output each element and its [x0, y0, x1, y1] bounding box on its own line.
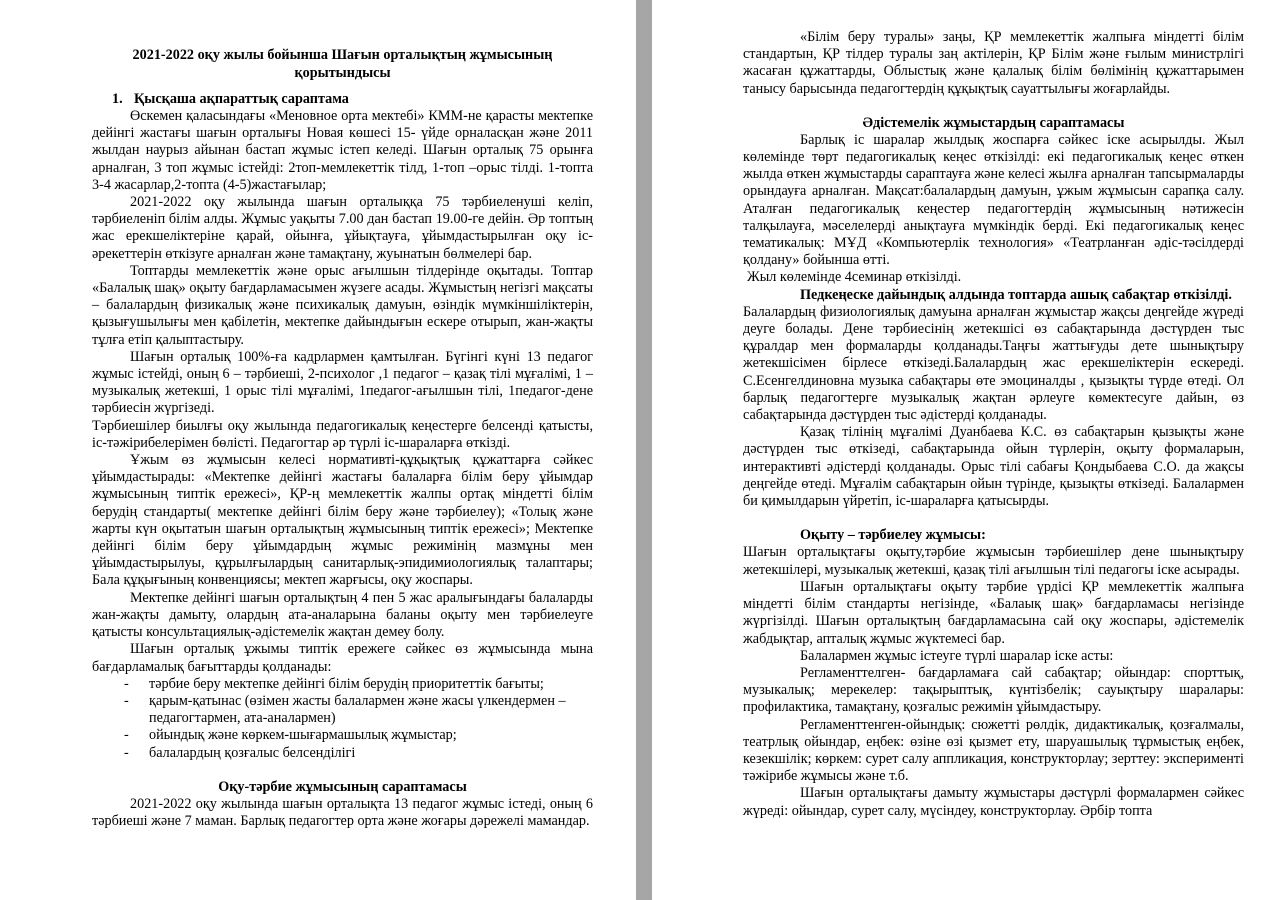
- list-item: - балалардың қозғалыс белсенділігі: [134, 745, 593, 762]
- paragraph: Жыл көлемінде 4семинар өткізілді.: [747, 269, 962, 286]
- section-heading-open-lessons: Педкеңеске дайындық алдында топтарда ашық сабақтар өткізілді.: [800, 286, 1232, 303]
- paragraph: Өскемен қаласындағы «Меновное орта мектебі» КММ-не қарасты мектепке дейінгі жастағы шағын орталығы Новая көшесі 15- үйде орналасқан және 2011 жылдан наурыз айынан бастап жұмыс істеп келеді. Шағын орталық 75 орынға арналған, 3 топ жұмыс істейді: 2топ-мемлекеттік тілд, 1-топ –орыс тілді. 1-топта 3-4 жасарлар,2-топта (4-5)жастағылар;: [92, 108, 593, 193]
- paragraph: Регламенттелген- бағдарламаға сай сабақтар; ойындар: спорттық, музыкалық; мерекелер: тақырыптық, күнтізбелік; сауықтыру шаралары: профилактика, тамақтану, қозғалыс режимін ұйымдастыру.: [743, 664, 1244, 716]
- section-heading-methodical: Әдістемелік жұмыстардың сараптамасы: [862, 114, 1125, 131]
- paragraph: Шағын орталықтағы оқыту тәрбие үрдісі ҚР мемлекеттік жалпыға міндетті білім стандарты негізінде, «Балаық шақ» бағдарламасы негізінде жүргізілді. Шағын орталықтың бағдарламасына сай оқу жоспары, әдістемелік жабдықтар, апталық жұмыс жүктемесі бар.: [743, 578, 1244, 647]
- section-number: 1.: [112, 91, 123, 107]
- paragraph: 2021-2022 оқу жылында шағын орталыққа 75 тәрбиеленуші келіп, тәрбиеленіп білім алды. Жұмыс уақыты 7.00 дан бастап 19.00-ге дейін. Әр топтың жас ерекшеліктеріне қарай, ойынға, ұйықтауға, ұйымдастырылған оқу іс-әрекеттерін өткізуге арналған және тамақтану, жуынатын бөлмелері бар.: [92, 194, 593, 262]
- paragraph: Шағын орталықтағы оқыту,тәрбие жұмысын тәрбиешілер дене шынықтыру жетекшілері, музыкалық жетекші, қазақ тілі ағылшын тілі педагогы іске асырады.: [743, 544, 1244, 578]
- paragraph: Шағын орталықтағы дамыту жұмыстары дәстүрлі формалармен сәйкес жүреді: ойындар, сурет салу, мүсіндеу, конструкторлау. Әрбір топта: [743, 785, 1244, 819]
- document-title: 2021-2022 оқу жылы бойынша Шағын орталықтың жұмысының қорытындысы: [132, 47, 553, 81]
- list-item: - қарым-қатынас (өзімен жасты балалармен және жасы үлкендермен – педагогтармен, ата-аналармен): [134, 693, 593, 727]
- paragraph: «Білім беру туралы» заңы, ҚР мемлекеттік жалпыға міндетті білім стандартын, ҚР тілдер туралы заң актілерін, ҚР Білім және ғылым министрлігі жасаған құжаттарды, Облыстық және қалалық білім бөлімінің құжаттарымен танысу барысында педагогтердің құқықтық сауаттылығы жоғарлайды.: [743, 29, 1244, 97]
- section-heading-teaching-analysis: Оқу-тәрбие жұмысының сараптамасы: [218, 778, 467, 795]
- section-heading-teaching: Оқыту – тәрбиелеу жұмысы:: [800, 527, 986, 544]
- paragraph: Ұжым өз жұмысын келесі нормативті-құқықтық құжаттарға сәйкес ұйымдастырады: «Мектепке дейінгі жастағы балаларға білім беру ұйымдар жұмысының типтік ережесі», ҚР-ң мемлекеттік жалпы ортақ міндетті білім берудің стандарты( мектепке дейінгі білім беру және тәрбиелеу); «Толық және жарты күн оқытатын шағын орталықтың жұмысының типтік ережесі»; Мектепке дейінгі білім беру ұйымдардың жұмыс режимінің мазмұны мен ұйымдастырылуы, құрылғылардың санитарлық-эпидимиологиялық талаптары; Бала құқығының конвенциясы; мектеп жарғысы, оқу жоспары.: [92, 452, 593, 589]
- list-item: - ойындық және көркем-шығармашылық жұмыстар;: [134, 727, 593, 744]
- document-page-right: [652, 0, 1287, 900]
- paragraph: Шағын орталық ұжымы типтік ережеге сәйкес өз жұмысында мына бағдарламалық бағыттарды қолданады:: [92, 641, 593, 675]
- document-page-left: [0, 0, 636, 900]
- paragraph: Шағын орталық 100%-ға кадрлармен қамтылған. Бүгінгі күні 13 педагог жұмыс істейді, оның 6 – тәрбиеші, 2-психолог ,1 педагог – қазақ тілі мұғалімі, 1 – музыкалық жетекші, 1 орыс тілі мұғалімі, 1педагог-ағылшын тілі, 1педагог-дене тәрбиесін жүргізеді.: [92, 348, 593, 417]
- paragraph: Қазақ тілінің мұғалімі Дуанбаева К.С. өз сабақтарын қызықты және дәстүрден тыс өткізеді, сабақтарында ойын түрлерін, оқыту формаларын, интерактивті әдістерді қолданады. Орыс тілі сабағы Қондыбаева С.О. да жақсы деңгейде өтеді. Мұғалім сабақтарын ойын түрінде, қызықты өткізеді. Балалармен би қимылдарын үйретіп, іс-шараларға қатысырды.: [743, 424, 1244, 510]
- list-item: - тәрбие беру мектепке дейінгі білім берудің приоритеттік бағыты;: [134, 676, 593, 693]
- paragraph: Тәрбиешілер биылғы оқу жылында педагогикалық кеңестерге белсенді қатысты, іс-тәжірибелерімен бөлісті. Педагогтар әр түрлі іс-шараларға өткізді.: [92, 417, 593, 451]
- paragraph: 2021-2022 оқу жылында шағын орталықта 13 педагог жұмыс істеді, оның 6 тәрбиеші және 7 маман. Барлық педагогтер орта және жоғары дәрежелі мамандар.: [92, 795, 593, 829]
- paragraph: Балалардың физиологиялық дамуына арналған жұмыстар жақсы деңгейде жүреді деуге болады. Дене тәрбиесінің жетекшісі өз сабақтарында дәстүрден тыс құралдар мен формаларды қолданады.Таңғы жаттығуды дете шынықтыру жетекшісімен бірлесе өткізеді.Балалардың жас ерекшеліктерін ескереді. С.Есенгелдиновна музыка сабақтары өте эмоциналды , қызықты түрде өтеді. Ол барлық педагогтерге музыкалық жақтан әрлеуге көмектесуге дайын, өз сабақтарында дәстүрден тыс әдістерді қолданады.: [743, 303, 1244, 424]
- page-gap: [636, 0, 652, 900]
- section-heading-text: Қысқаша ақпараттық сараптама: [134, 91, 349, 107]
- paragraph: Топтарды мемлекеттік және орыс ағылшын тілдерінде оқытады. Топтар «Балалық шақ» оқыту бағдарламасымен жүзеге асады. Жұмыстың негізгі мақсаты – балалардың физикалық және психикалық дамуын, өзіндік мүмкіншіліктерін, қызығушылығы мен қабілетін, мектепке дайындығын ескере отырып, жан-жақты тұлға етіп қалыптастыру.: [92, 262, 593, 348]
- paragraph: Регламенттенген-ойындық: сюжетті рөлдік, дидактикалық, қозғалмалы, театрлық ойындар, еңбек: өзіне өзі қызмет ету, шаруашылық тұрмыстық еңбек, кезекшілік; көркем: сурет салу аппликация, конструкторлау; зерттеу: эксперименті тәжірибе жұмысы және т.б.: [743, 716, 1244, 785]
- paragraph: Барлық іс шаралар жылдық жоспарға сәйкес іске асырылды. Жыл көлемінде төрт педагогикалық кеңес өткізілді: екі педагогикалық кеңес өткен жылда өткен жұмыстарды сараптауға және келесі жылға арналған тапсырмаларды орындауға арналған. Мақсат:балалардың дамуын, ұжым жұмысын сарапқа салу. Аталған педагогикалық кеңестер педагогтердің жұмысының нәтижесін талқылауға, мәселелерді анықтауға мүмкіндік берді. Екі педагогикалық кеңес тематикалық: МҰД «Компьютерлік технология» «Театрланған әдіс-тәсілдерді қолдану» бойынша өтті.: [743, 131, 1244, 269]
- program-directions-list: [92, 676, 593, 762]
- paragraph: Мектепке дейінгі шағын орталықтың 4 пен 5 жас аралығындағы балаларды жан-жақты дамыту, олардың ата-аналарына баланы оқыту мен тәрбиелеуге қатысты консультациялық-әдістемелік жақтан демеу болу.: [92, 589, 593, 641]
- section-heading-summary: [92, 90, 593, 108]
- paragraph: Балалармен жұмыс істеуге түрлі шаралар іске асты:: [800, 647, 1114, 664]
